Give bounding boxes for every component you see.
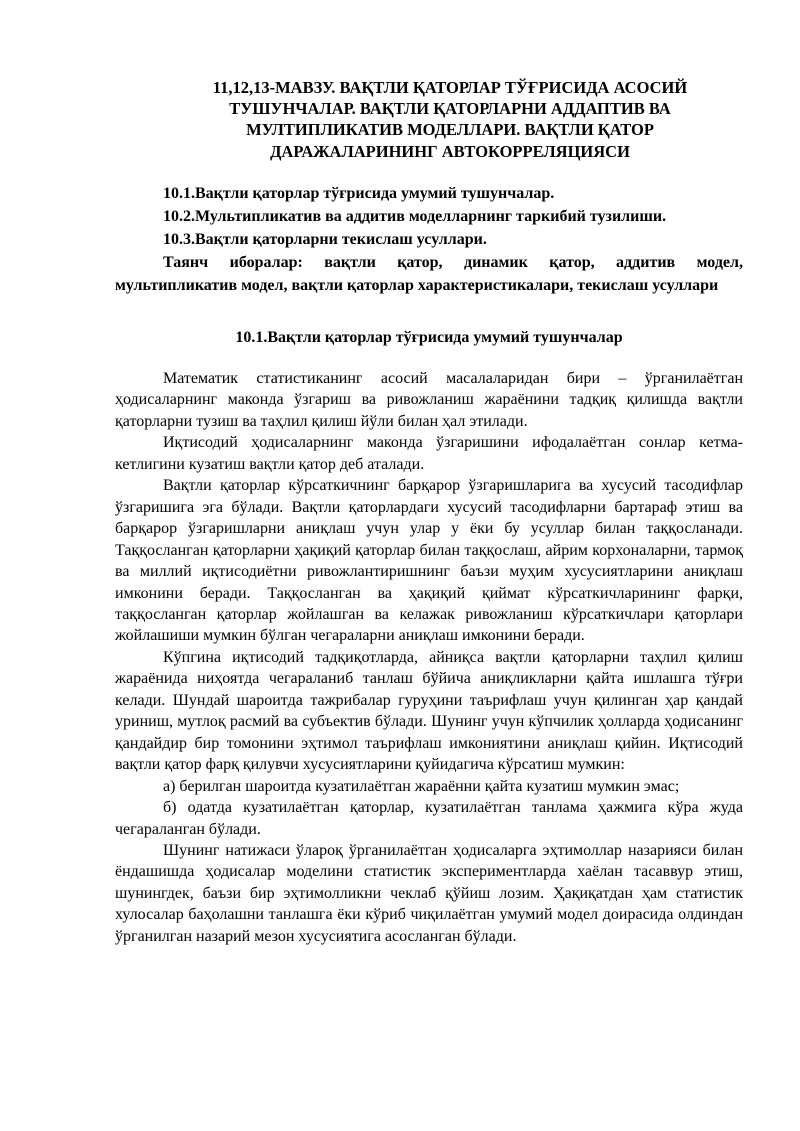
title-line-1: 11,12,13-МАВЗУ. ВАҚТЛИ ҚАТОРЛАР ТЎҒРИСИДА АСОСИЙ [212,78,688,97]
keywords: Таянч иборалар: вақтли қатор, динамик қатор, аддитив модел, мультипликатив модел, вақтли қаторлар характеристикалари, текислаш усуллари [115,254,743,294]
paragraph: Вақтли қаторлар кўрсаткичнинг барқарор ўзгаришларига ва хусусий тасодифлар ўзгаришига эга бўлади. Вақтли қаторлардаги хусусий тасодифларни бартараф этиш ва барқарор ўзгаришларни аниқлаш учун улар у ёки бу усуллар билан таққосланади. Таққосланган қаторларни ҳақиқий қаторлар билан таққослаш, айрим корхоналарни, тармоқ ва миллий иқтисодиётни ривожлантиришнинг баъзи муҳим хусусиятларини аниқлаш имконини беради. Таққосланган ва ҳақиқий қиймат кўрсаткичларининг фарқи, таққосланган қаторлар жойлашган ва келажак ривожланиш кўрсаткичлари қаторлари жойлашиши мумкин бўлган чегараларни аниқлаш имконини беради. [115,477,743,645]
title-line-2: ТУШУНЧАЛАР. ВАҚТЛИ ҚАТОРЛАРНИ АДДАПТИВ ВА [229,99,671,119]
list-item-b: б) одатда кузатилаётган қаторлар, кузатилаётган танлама ҳажмига кўра жуда чегараланган бўлади. [115,799,743,838]
paragraph: Иқтисодий ҳодисаларнинг маконда ўзгаришини ифодалаётган сонлар кетма-кетлигини кузатиш вақтли қатор деб аталади. [115,434,743,473]
section-heading: 10.1.Вақтли қаторлар тўғрисида умумий тушунчалар [235,329,623,346]
table-of-contents [115,182,743,297]
paragraph: Математик статистиканинг асосий масалаларидан бири – ўрганилаётган ҳодисаларнинг маконда ўзгариш ва ривожланиш жараёнини тадқиқ қилишда вақтли қаторларни тузиш ва таҳлил қилиш йўли билан ҳал этилади. [115,370,743,430]
title-line-4: ДАРАЖАЛАРИНИНГ АВТОКОРРЕЛЯЦИЯСИ [270,141,630,161]
toc-item-1: 10.1.Вақтли қаторлар тўғрисида умумий тушунчалар. [163,185,555,202]
toc-item-2: 10.2.Мультипликатив ва аддитив моделларнинг таркибий тузилиши. [163,208,667,225]
list-item-a: а) берилган шароитда кузатилаётган жараённи қайта кузатиш мумкин эмас; [163,777,680,795]
section-body [115,368,743,947]
toc-item-3: 10.3.Вақтли қаторларни текислаш усуллари. [163,231,487,248]
document-title [150,77,750,162]
paragraph: Шунинг натижаси ўлароқ ўрганилаётган ҳодисаларга эҳтимоллар назарияси билан ёндашишда ҳодисалар моделини статистик экспериментларда хаёлан тасаввур этиш, шунингдек, баъзи бир эҳтимолликни чеклаб қўйиш лозим. Ҳақиқатдан ҳам статистик хулосалар баҳолашни танлашга ёки кўриб чиқилаётган умумий модел доирасида олдиндан ўрганилган назарий мезон хусусиятига асосланган бўлади. [115,841,743,945]
paragraph: Кўпгина иқтисодий тадқиқотларда, айниқса вақтли қаторларни таҳлил қилиш жараёнида ниҳоятда чегараланиб танлаш бўйича аниқликларни қайта ишлашга тўғри келади. Шундай шароитда тажрибалар гуруҳини таърифлаш учун қилинган ҳар қандай уриниш, мутлоқ расмий ва субъектив бўлади. Шунинг учун кўпчилик ҳолларда ҳодисанинг қандайдир бир томонини эҳтимол таърифлаш имкониятини аниқлаш қийин. Иқтисодий вақтли қатор фарқ қилувчи хусусиятларини қуйидагича кўрсатиш мумкин: [115,648,743,774]
title-line-3: МУЛТИПЛИКАТИВ МОДЕЛЛАРИ. ВАҚТЛИ ҚАТОР [246,120,654,140]
